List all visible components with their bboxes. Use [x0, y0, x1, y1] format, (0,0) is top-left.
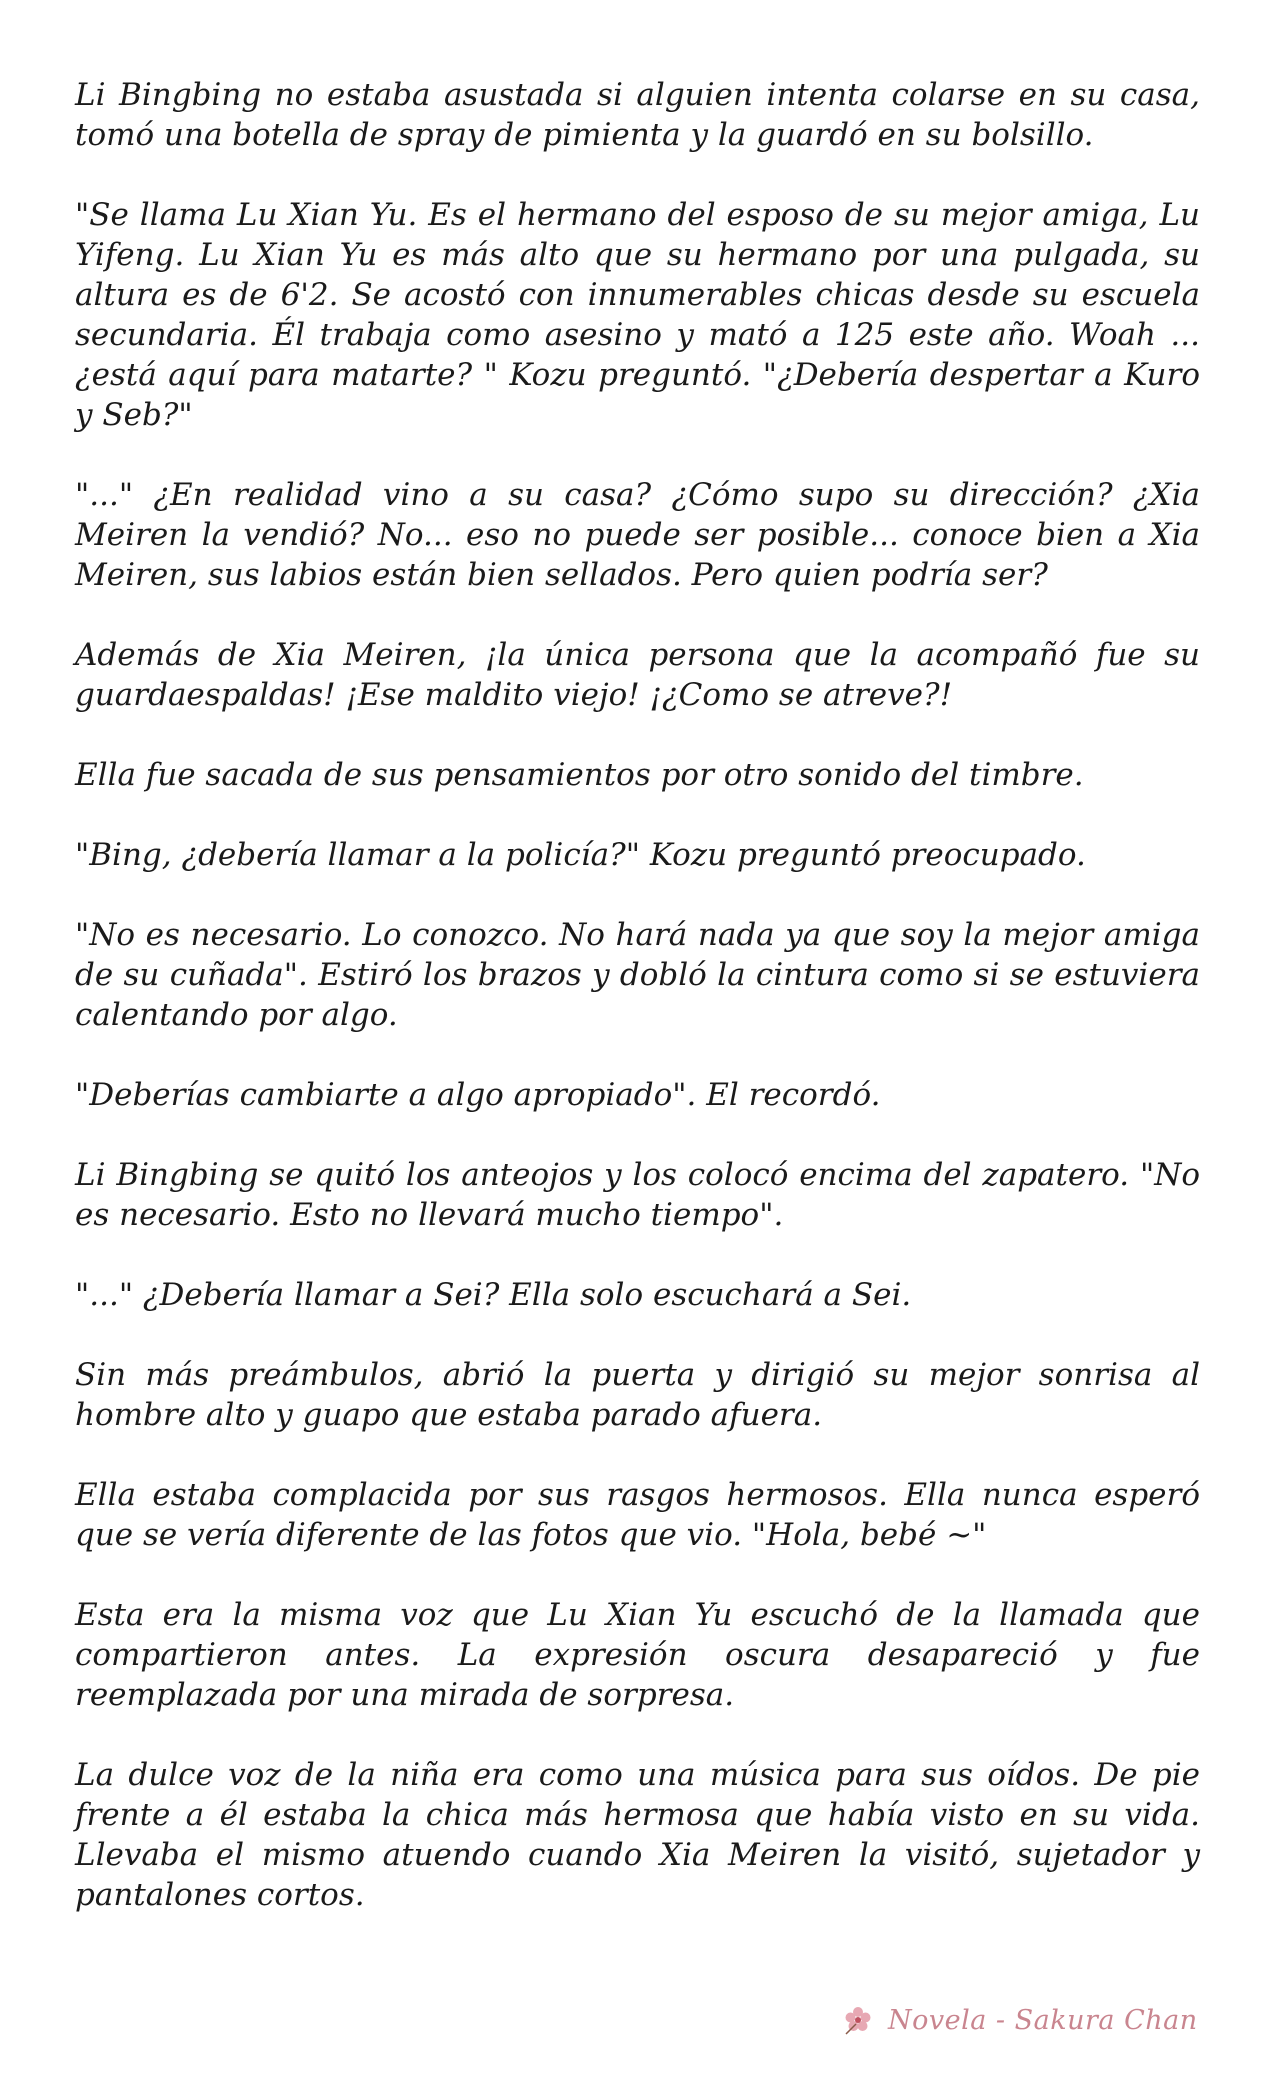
cherry-blossom-icon [838, 2000, 878, 2040]
paragraph-7: "No es necesario. Lo conozco. No hará nada ya que soy la mejor amiga de su cuñada". Estiró los brazos y dobló la cintura como si se estuviera calentando por algo. [75, 917, 1200, 1033]
paragraph-14: La dulce voz de la niña era como una música para sus oídos. De pie frente a él estaba la chica más hermosa que había visto en su vida. Llevaba el mismo atuendo cuando Xia Meiren la visitó, sujetador y pantalones cortos. [75, 1757, 1200, 1913]
paragraph-9: Li Bingbing se quitó los anteojos y los colocó encima del zapatero. "No es necesario. Esto no llevará mucho tiempo". [75, 1157, 1200, 1233]
paragraph-13: Esta era la misma voz que Lu Xian Yu escuchó de la llamada que compartieron antes. La expresión oscura desapareció y fue reemplazada por una mirada de sorpresa. [75, 1597, 1200, 1713]
paragraph-1: Li Bingbing no estaba asustada si alguien intenta colarse en su casa, tomó una botella de spray de pimienta y la guardó en su bolsillo. [75, 77, 1200, 153]
paragraph-8: "Deberías cambiarte a algo apropiado". El recordó. [75, 1077, 881, 1113]
document-body [75, 75, 1200, 1915]
paragraph-12: Ella estaba complacida por sus rasgos hermosos. Ella nunca esperó que se vería diferente de las fotos que vio. "Hola, bebé ~" [75, 1477, 1200, 1553]
paragraph-11: Sin más preámbulos, abrió la puerta y dirigió su mejor sonrisa al hombre alto y guapo que estaba parado afuera. [75, 1357, 1200, 1433]
paragraph-3: "..." ¿En realidad vino a su casa? ¿Cómo supo su dirección? ¿Xia Meiren la vendió? No... eso no puede ser posible... conoce bien a Xia Meiren, sus labios están bien sellados. Pero quien podría ser? [75, 477, 1200, 593]
paragraph-5: Ella fue sacada de sus pensamientos por otro sonido del timbre. [75, 757, 1084, 793]
watermark [838, 2000, 1198, 2040]
paragraph-10: "..." ¿Debería llamar a Sei? Ella solo escuchará a Sei. [75, 1277, 912, 1313]
paragraph-4: Además de Xia Meiren, ¡la única persona que la acompañó fue su guardaespaldas! ¡Ese maldito viejo! ¡¿Como se atreve?! [75, 637, 1200, 713]
paragraph-2: "Se llama Lu Xian Yu. Es el hermano del esposo de su mejor amiga, Lu Yifeng. Lu Xian Yu es más alto que su hermano por una pulgada, su altura es de 6'2. Se acostó con innumerables chicas desde su escuela secundaria. Él trabaja como asesino y mató a 125 este año. Woah ... ¿está aquí para matarte? " Kozu preguntó. "¿Debería despertar a Kuro y Seb?" [75, 197, 1200, 433]
watermark-text: Novela - Sakura Chan [888, 2004, 1198, 2036]
paragraph-6: "Bing, ¿debería llamar a la policía?" Kozu preguntó preocupado. [75, 837, 1086, 873]
